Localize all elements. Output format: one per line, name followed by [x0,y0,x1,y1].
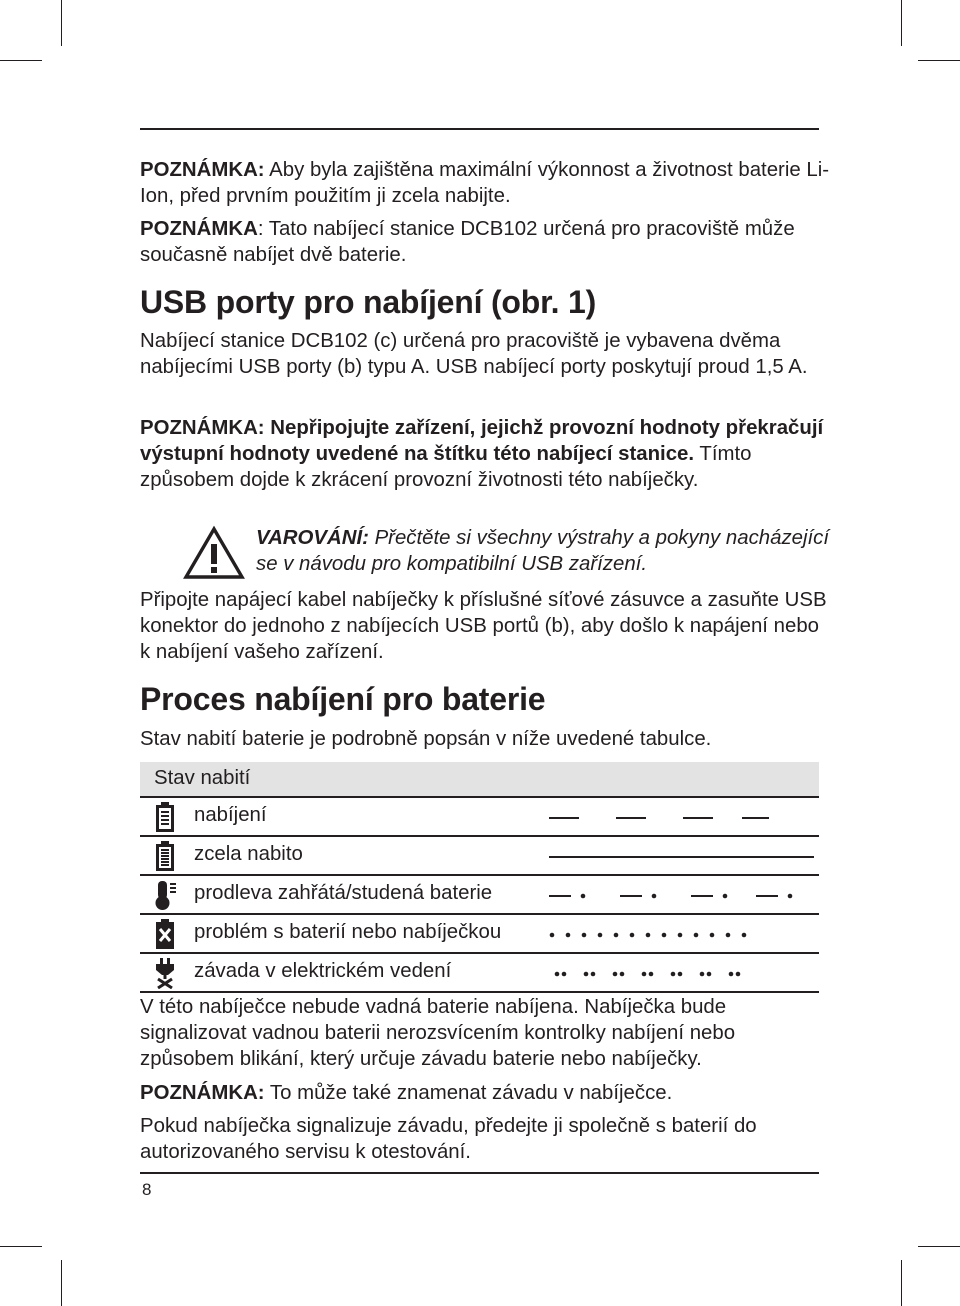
charge-status-table [140,762,819,993]
process-intro: Stav nabití baterie je podrobně popsán v níže uvedené tabulce. [140,728,712,750]
led-pattern-double-dots [545,954,820,991]
warning-body: Přečtěte si všechny výstrahy a pokyny nacházející se v návodu pro kompatibilní USB zařízení. [256,527,830,575]
crop-mark [918,60,960,61]
crop-mark [0,60,42,61]
note-label: POZNÁMKA [140,218,258,240]
status-label: problém s baterií nebo nabíječkou [194,921,502,943]
status-label: nabíjení [194,804,267,826]
battery-full-icon [152,840,178,872]
table-row [140,954,819,993]
status-label: prodleva zahřátá/studená baterie [194,882,493,904]
note-label: POZNÁMKA: [140,159,265,181]
table-row [140,798,819,837]
usb-heading: USB porty pro nabíjení (obr. 1) [140,284,597,320]
led-pattern-solid [545,837,820,874]
note-text: Aby byla zajištěna maximální výkonnost a životnost baterie Li-Ion, před prvním použitím ji zcela nabijte. [140,159,830,207]
table-row [140,915,819,954]
note-bold-text: POZNÁMKA: Nepřipojujte zařízení, jejichž provozní hodnoty překračují výstupní hodnoty uvedené na štítku této nabíjecí stanice. [140,417,824,465]
note-text: : Tato nabíjecí stanice DCB102 určená pro pracoviště může současně nabíjet dvě baterie. [140,218,795,266]
status-label: zcela nabito [194,843,303,865]
led-pattern-long-dashes [545,798,820,835]
note-text: To může také znamenat závadu v nabíječce. [264,1082,673,1104]
crop-mark [61,0,62,46]
led-pattern-dots [545,915,820,952]
connect-paragraph: Připojte napájecí kabel nabíječky k příslušné síťové zásuvce a zasuňte USB konektor do jednoho z nabíjecích USB portů (b), aby došlo k napájení nebo k nabíjení vašeho zařízení. [140,589,827,663]
warning-text [256,525,831,577]
note-2 [140,216,830,268]
crop-mark [918,1246,960,1247]
table-row [140,876,819,915]
table-header [140,762,819,798]
top-rule [140,128,819,130]
thermometer-icon [152,879,178,911]
led-pattern-dash-dot [545,876,820,913]
note-1 [140,157,830,209]
note-label: POZNÁMKA: [140,1082,265,1104]
note-3 [140,415,830,493]
table-header-label: Stav nabití [154,767,251,789]
warning-label: VAROVÁNÍ: [256,527,369,549]
battery-charging-icon [152,801,178,833]
plug-fault-icon [152,957,178,989]
process-heading: Proces nabíjení pro baterie [140,681,546,717]
warning-triangle-icon [182,525,246,581]
bottom-rule [140,1172,819,1174]
crop-mark [901,1260,902,1306]
status-label: závada v elektrickém vedení [194,960,452,982]
page-number: 8 [142,1180,152,1199]
note-text: Tímto způsobem dojde k zkrácení provozní životnosti této nabíječky. [140,443,752,491]
battery-fault-icon [152,918,178,950]
usb-paragraph: Nabíjecí stanice DCB102 (c) určená pro pracoviště je vybavena dvěma nabíjecími USB porty (b) typu A. USB nabíjecí porty poskytují proud 1,5 A. [140,330,808,378]
table-row [140,837,819,876]
crop-mark [901,0,902,46]
crop-mark [0,1246,42,1247]
crop-mark [61,1260,62,1306]
service-paragraph: Pokud nabíječka signalizuje závadu, předejte ji společně s baterií do autorizovaného servisu k otestování. [140,1115,757,1163]
note-4 [140,1080,830,1106]
fault-paragraph: V této nabíječce nebude vadná baterie nabíjena. Nabíječka bude signalizovat vadnou baterii nerozsvícením kontrolky nabíjení nebo způsobem blikání, který určuje závadu baterie nebo nabíječky. [140,996,736,1070]
